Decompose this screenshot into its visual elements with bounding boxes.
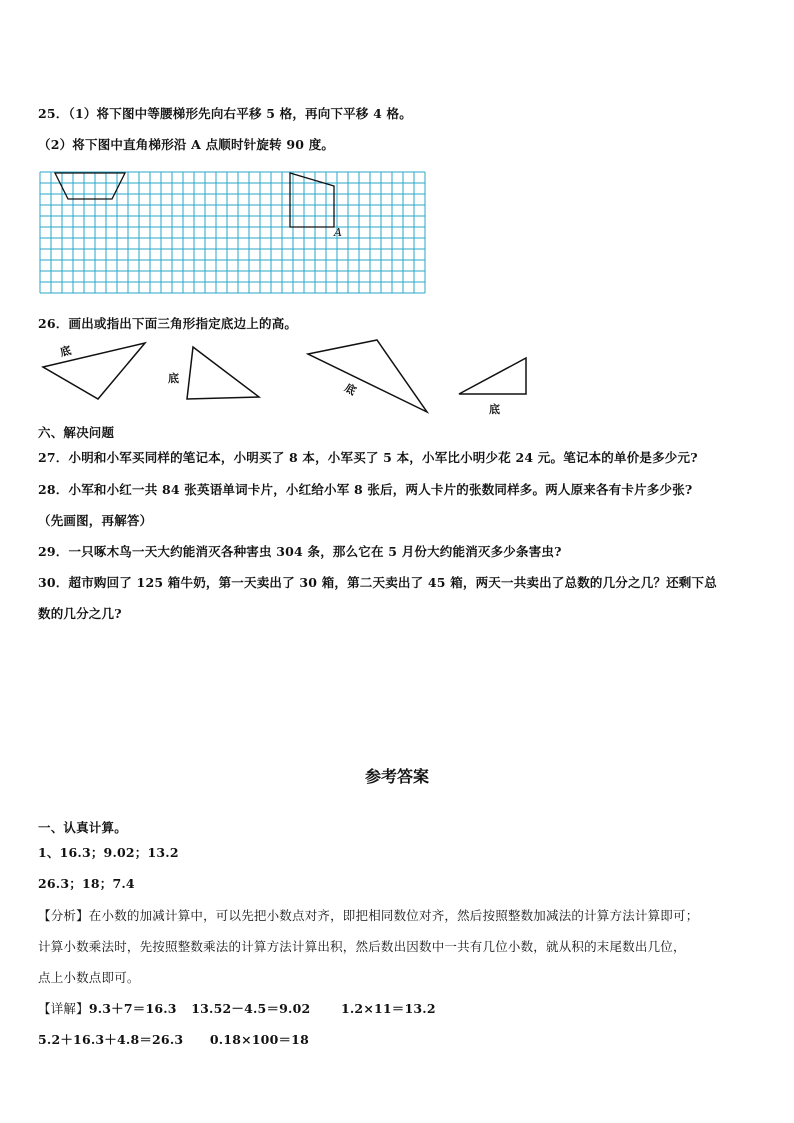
question-25-part-1: 25．（1）将下图中等腰梯形先向右平移 5 格，再向下平移 4 格。 bbox=[38, 106, 412, 121]
triangle-1 bbox=[40, 341, 150, 401]
question-30-line-2: 数的几分之几? bbox=[38, 606, 122, 621]
detail-equation-2: 13.52－4.5＝9.02 bbox=[191, 1001, 311, 1016]
answer-1-line-1: 1、16.3；9.02；13.2 bbox=[38, 845, 179, 860]
detail-line-1 bbox=[38, 999, 436, 1017]
detail-equation-3: 1.2×11＝13.2 bbox=[340, 1001, 436, 1016]
answer-1-line-2: 26.3；18；7.4 bbox=[38, 876, 135, 891]
question-30-line-1: 30．超市购回了 125 箱牛奶，第一天卖出了 30 箱，第二天卖出了 45 箱，两天一共卖出了总数的几分之几？还剩下总 bbox=[38, 575, 717, 590]
triangle-4-base-label: 底 bbox=[489, 403, 500, 416]
isosceles-trapezoid bbox=[55, 173, 125, 199]
detail-equation-5: 0.18×100＝18 bbox=[209, 1032, 309, 1047]
question-28: 28．小军和小红一共 84 张英语单词卡片，小红给小军 8 张后，两人卡片的张数同样多。两人原来各有卡片多少张? bbox=[38, 482, 693, 497]
question-25-part-2: （2）将下图中直角梯形沿 A 点顺时针旋转 90 度。 bbox=[38, 137, 335, 152]
detail-line-2 bbox=[38, 1030, 309, 1048]
analysis-line-3: 点上小数点即可。 bbox=[38, 970, 140, 985]
detail-label: 【详解】 bbox=[38, 1001, 89, 1016]
answer-section-1-heading: 一、认真计算。 bbox=[38, 820, 127, 835]
right-trapezoid bbox=[290, 173, 334, 227]
question-28-note: （先画图，再解答） bbox=[38, 513, 153, 528]
question-27: 27．小明和小军买同样的笔记本，小明买了 8 本，小军买了 5 本，小军比小明少花 24 元。笔记本的单价是多少元? bbox=[38, 450, 698, 465]
detail-equation-4: 5.2＋16.3＋4.8＝26.3 bbox=[38, 1032, 184, 1047]
triangle-3 bbox=[305, 338, 431, 414]
question-26: 26．画出或指出下面三角形指定底边上的高。 bbox=[38, 316, 298, 331]
analysis-line-1: 【分析】在小数的加减计算中，可以先把小数点对齐，即把相同数位对齐，然后按照整数加减法的计算方法计算即可； bbox=[38, 908, 699, 923]
detail-equation-1: 9.3＋7＝16.3 bbox=[88, 1001, 177, 1016]
analysis-line-2: 计算小数乘法时，先按照整数乘法的计算方法计算出积，然后数出因数中一共有几位小数，就从积的末尾数出几位， bbox=[38, 939, 686, 954]
triangle-2-base-label: 底 bbox=[168, 372, 179, 385]
section-6-heading: 六、解决问题 bbox=[38, 425, 115, 440]
triangle-1-base-label: 底 bbox=[58, 343, 73, 360]
question-29: 29．一只啄木鸟一天大约能消灭各种害虫 304 条，那么它在 5 月份大约能消灭多少条害虫? bbox=[38, 544, 562, 559]
translation-rotation-grid bbox=[40, 172, 428, 297]
point-a-label: A bbox=[334, 226, 342, 239]
answer-key-title: 参考答案 bbox=[364, 767, 429, 786]
triangle-3-base-label: 底 bbox=[342, 381, 359, 398]
triangle-4 bbox=[456, 356, 530, 398]
triangle-2 bbox=[185, 345, 265, 401]
